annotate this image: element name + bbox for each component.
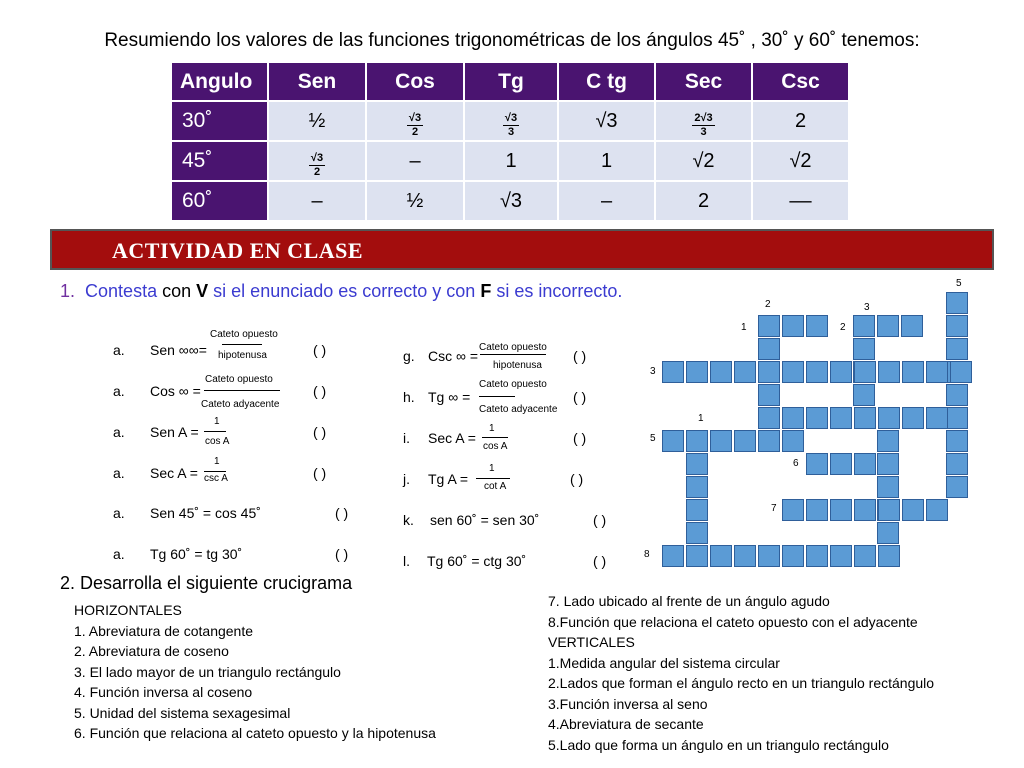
fraction-numerator: √3 <box>310 151 324 164</box>
cell-ctg: 1 <box>559 142 654 180</box>
fraction-numerator: 1 <box>489 423 495 434</box>
question-number: 1. <box>60 281 76 301</box>
trig-values-table <box>170 61 850 222</box>
fraction-numerator: Cateto opuesto <box>210 329 278 340</box>
fraction <box>503 112 519 139</box>
table-row <box>172 102 848 140</box>
crossword-number: 6 <box>793 458 799 469</box>
crossword-cell[interactable] <box>710 545 732 567</box>
cell-csc: √2 <box>753 142 848 180</box>
crossword-number: 2 <box>840 322 846 333</box>
crossword-cell[interactable] <box>926 499 948 521</box>
cell-tg: 1 <box>465 142 557 180</box>
cell-tg <box>465 102 557 140</box>
clue-item: 8.Función que relaciona el cateto opuesto con el adyacente <box>548 613 918 630</box>
cell-tg: √3 <box>465 182 557 220</box>
fraction-denominator: Cateto adyacente <box>479 404 558 415</box>
crossword-cell[interactable] <box>854 545 876 567</box>
fraction-line <box>204 431 226 432</box>
cell-csc: –– <box>753 182 848 220</box>
clue-item: 5.Lado que forma un ángulo en un triangulo rectángulo <box>548 736 889 753</box>
item-label: a. <box>113 383 125 399</box>
crossword-cell[interactable] <box>782 430 804 452</box>
crossword-cell[interactable] <box>854 361 876 383</box>
item-expression: Csc ∞ = <box>428 348 479 364</box>
item-label: a. <box>113 505 125 521</box>
clues-heading: VERTICALES <box>548 634 635 650</box>
crossword-cell[interactable] <box>854 453 876 475</box>
clue-item: 2. Abreviatura de coseno <box>74 643 229 659</box>
crossword-cell[interactable] <box>902 499 924 521</box>
cell-ctg: – <box>559 182 654 220</box>
crossword-cell[interactable] <box>830 361 852 383</box>
cell-cos: ½ <box>367 182 463 220</box>
crossword-cell[interactable] <box>877 453 899 475</box>
crossword-cell[interactable] <box>902 361 924 383</box>
crossword-cell[interactable] <box>926 407 948 429</box>
crossword-cell[interactable] <box>782 499 804 521</box>
item-label: j. <box>403 471 410 487</box>
fraction-denominator: 2 <box>411 125 419 138</box>
cell-sec: 2 <box>656 182 751 220</box>
crossword-cell[interactable] <box>878 407 900 429</box>
fraction-line <box>479 396 515 397</box>
cell-sec: √2 <box>656 142 751 180</box>
item-label: a. <box>113 465 125 481</box>
cell-csc: 2 <box>753 102 848 140</box>
fraction-denominator: cos A <box>483 441 508 452</box>
header-csc: Csc <box>753 63 848 100</box>
crossword-cell[interactable] <box>734 361 756 383</box>
question-1 <box>60 281 622 302</box>
answer-blank[interactable]: ( ) <box>335 505 349 521</box>
crossword-cell[interactable] <box>902 407 924 429</box>
crossword-cell[interactable] <box>686 430 708 452</box>
crossword-cell[interactable] <box>830 453 852 475</box>
fraction-line <box>476 478 510 479</box>
crossword-cell[interactable] <box>806 407 828 429</box>
crossword-number: 8 <box>644 549 650 560</box>
table-row <box>172 182 848 220</box>
crossword-cell[interactable] <box>782 407 804 429</box>
fraction-denominator: 3 <box>507 125 515 138</box>
crossword-cell[interactable] <box>758 338 780 360</box>
header-angulo: Angulo <box>172 63 267 100</box>
crossword-cell[interactable] <box>782 545 804 567</box>
clue-item: 4. Función inversa al coseno <box>74 684 253 700</box>
crossword-cell[interactable] <box>686 476 708 498</box>
item-expression: Sen A = <box>150 424 199 440</box>
crossword-cell[interactable] <box>877 430 899 452</box>
vertical-clues <box>548 591 934 755</box>
crossword-cell[interactable] <box>878 499 900 521</box>
v-letter: V <box>196 281 209 301</box>
answer-blank[interactable]: ( ) <box>593 512 607 528</box>
fraction-numerator: √3 <box>504 111 518 124</box>
item-label: a. <box>113 342 125 358</box>
crossword-cell[interactable] <box>758 315 780 337</box>
crossword-number: 1 <box>698 413 704 424</box>
fraction <box>692 112 714 139</box>
crossword-cell[interactable] <box>878 361 900 383</box>
fraction-numerator: Cateto opuesto <box>479 379 547 390</box>
fraction-denominator: cot A <box>484 481 507 492</box>
cell-ctg: √3 <box>559 102 654 140</box>
table-header-row <box>172 63 848 100</box>
crossword-cell[interactable] <box>662 430 684 452</box>
f-letter: F <box>480 281 492 301</box>
crossword-cell[interactable] <box>806 315 828 337</box>
crossword-cell[interactable] <box>877 476 899 498</box>
fraction-denominator: Cateto adyacente <box>201 399 280 410</box>
item-label: a. <box>113 424 125 440</box>
fraction <box>309 152 325 179</box>
clue-item: 6. Función que relaciona al cateto opuesto y la hipotenusa <box>74 725 436 741</box>
header-sen: Sen <box>269 63 365 100</box>
banner-title: ACTIVIDAD EN CLASE <box>112 238 364 263</box>
item-expression: Tg 60˚ = ctg 30˚ <box>427 553 527 569</box>
item-expression: Tg 60˚ = tg 30˚ <box>150 546 243 562</box>
header-tg: Tg <box>465 63 557 100</box>
crossword-cell[interactable] <box>946 453 968 475</box>
crossword-cell[interactable] <box>830 499 852 521</box>
crossword-cell[interactable] <box>946 315 968 337</box>
cell-sen: – <box>269 182 365 220</box>
answer-blank[interactable]: ( ) <box>313 383 327 399</box>
cell-cos: – <box>367 142 463 180</box>
horizontal-clues <box>74 600 436 744</box>
crossword-number: 3 <box>864 302 870 313</box>
fraction-numerator: Cateto opuesto <box>479 342 547 353</box>
crossword-cell[interactable] <box>686 453 708 475</box>
fraction-denominator: 2 <box>313 165 321 178</box>
crossword-cell[interactable] <box>946 338 968 360</box>
crossword-number: 1 <box>741 322 747 333</box>
crossword-cell[interactable] <box>806 545 828 567</box>
crossword-cell[interactable] <box>901 315 923 337</box>
question-word: con <box>162 281 192 301</box>
fraction-denominator: 3 <box>700 125 707 138</box>
crossword-cell[interactable] <box>686 361 708 383</box>
item-expression: sen 60˚ = sen 30˚ <box>430 512 540 528</box>
fraction-numerator: 1 <box>489 463 495 474</box>
crossword-cell[interactable] <box>946 407 968 429</box>
crossword-cell[interactable] <box>950 361 972 383</box>
fraction-line <box>482 437 508 438</box>
fraction-denominator: hipotenusa <box>218 350 267 361</box>
item-label: g. <box>403 348 415 364</box>
fraction-denominator: hipotenusa <box>493 360 542 371</box>
answer-blank[interactable]: ( ) <box>335 546 349 562</box>
question-word: Contesta <box>85 281 158 301</box>
crossword-number: 5 <box>650 433 656 444</box>
crossword-cell[interactable] <box>734 430 756 452</box>
crossword-number: 7 <box>771 503 777 514</box>
item-label: a. <box>113 546 125 562</box>
fraction-line <box>204 471 226 472</box>
fraction-line <box>222 344 262 345</box>
item-label: k. <box>403 512 414 528</box>
question-text: si es incorrecto. <box>496 281 623 301</box>
item-expression: Sen ∞∞= <box>150 342 207 358</box>
clue-item: 1. Abreviatura de cotangente <box>74 622 254 639</box>
crossword-cell[interactable] <box>830 545 852 567</box>
fraction-numerator: 2√3 <box>694 111 713 124</box>
crossword-cell[interactable] <box>686 545 708 567</box>
fraction <box>407 112 423 139</box>
crossword-cell[interactable] <box>758 361 780 383</box>
crossword-cell[interactable] <box>734 545 756 567</box>
crossword-cell[interactable] <box>946 430 968 452</box>
crossword-cell[interactable] <box>758 407 780 429</box>
crossword-cell[interactable] <box>806 499 828 521</box>
crossword-cell[interactable] <box>758 384 780 406</box>
crossword-cell[interactable] <box>877 315 899 337</box>
row-angle: 30˚ <box>172 102 267 140</box>
crossword-cell[interactable] <box>686 499 708 521</box>
header-sec: Sec <box>656 63 751 100</box>
crossword-number: 3 <box>650 366 656 377</box>
clue-item: 3. El lado mayor de un triangulo rectángulo <box>74 663 341 680</box>
crossword-cell[interactable] <box>946 476 968 498</box>
fraction-denominator: cos A <box>205 436 230 447</box>
item-expression: Sec A = <box>428 430 476 446</box>
page-title: Resumiendo los valores de las funciones trigonométricas de los ángulos 45˚ , 30˚ y 60˚ tenemos: <box>104 30 920 51</box>
crossword-cell[interactable] <box>710 361 732 383</box>
clue-item: 4.Abreviatura de secante <box>548 716 704 732</box>
crossword-cell[interactable] <box>877 522 899 544</box>
crossword-cell[interactable] <box>662 361 684 383</box>
header-cos: Cos <box>367 63 463 100</box>
table-row <box>172 142 848 180</box>
row-angle: 60˚ <box>172 182 267 220</box>
item-expression: Sen 45˚ = cos 45˚ <box>150 505 261 521</box>
answer-blank[interactable]: ( ) <box>573 389 587 405</box>
clue-item: 2.Lados que forman el ángulo recto en un triangulo rectángulo <box>548 675 935 691</box>
crossword-cell[interactable] <box>782 361 804 383</box>
question-2: 2. Desarrolla el siguiente crucigrama <box>60 573 353 593</box>
crossword-cell[interactable] <box>686 522 708 544</box>
item-label: l. <box>403 553 410 569</box>
answer-blank[interactable]: ( ) <box>593 553 607 569</box>
header-ctg: C tg <box>559 63 654 100</box>
crossword-cell[interactable] <box>854 499 876 521</box>
fraction-numerator: 1 <box>214 416 220 427</box>
clue-item: 3.Función inversa al seno <box>548 695 708 712</box>
item-label: h. <box>403 389 415 405</box>
fraction-numerator: Cateto opuesto <box>205 374 273 385</box>
answer-blank[interactable]: ( ) <box>570 471 584 487</box>
crossword-cell[interactable] <box>806 361 828 383</box>
crossword-cell[interactable] <box>830 407 852 429</box>
crossword-cell[interactable] <box>782 315 804 337</box>
clue-item: 1.Medida angular del sistema circular <box>548 654 780 671</box>
question-text: si el enunciado es correcto y con <box>213 281 476 301</box>
answer-blank[interactable]: ( ) <box>573 348 587 364</box>
item-expression: Sec A = <box>150 465 198 481</box>
fraction-line <box>204 390 280 391</box>
clues-heading: HORIZONTALES <box>74 602 182 618</box>
crossword-cell[interactable] <box>806 453 828 475</box>
crossword-number: 2 <box>765 299 771 310</box>
answer-blank[interactable]: ( ) <box>313 424 327 440</box>
item-expression: Tg ∞ = <box>428 389 471 405</box>
row-angle: 45˚ <box>172 142 267 180</box>
crossword-cell[interactable] <box>853 384 875 406</box>
item-expression: Cos ∞ = <box>150 383 201 399</box>
crossword-cell[interactable] <box>854 407 876 429</box>
crossword-cell[interactable] <box>853 338 875 360</box>
answer-blank[interactable]: ( ) <box>313 465 327 481</box>
crossword-cell[interactable] <box>710 430 732 452</box>
crossword-cell[interactable] <box>758 545 780 567</box>
activity-banner <box>50 229 994 270</box>
answer-blank[interactable]: ( ) <box>573 430 587 446</box>
clue-item: 5. Unidad del sistema sexagesimal <box>74 704 291 721</box>
cell-sec <box>656 102 751 140</box>
cell-cos <box>367 102 463 140</box>
cell-sen: ½ <box>269 102 365 140</box>
fraction-numerator: 1 <box>214 456 220 467</box>
item-expression: Tg A = <box>428 471 469 487</box>
cell-sen <box>269 142 365 180</box>
crossword-cell[interactable] <box>853 315 875 337</box>
crossword-cell[interactable] <box>946 292 968 314</box>
crossword-cell[interactable] <box>662 545 684 567</box>
item-label: i. <box>403 430 410 446</box>
clue-item: 7. Lado ubicado al frente de un ángulo agudo <box>548 593 830 609</box>
fraction-numerator: √3 <box>408 111 422 124</box>
answer-blank[interactable]: ( ) <box>313 342 327 358</box>
crossword-cell[interactable] <box>926 361 948 383</box>
crossword-cell[interactable] <box>946 384 968 406</box>
crossword-number: 5 <box>956 278 962 289</box>
crossword-cell[interactable] <box>878 545 900 567</box>
crossword-cell[interactable] <box>758 430 780 452</box>
fraction-denominator: csc A <box>204 473 228 484</box>
fraction-line <box>480 354 546 355</box>
